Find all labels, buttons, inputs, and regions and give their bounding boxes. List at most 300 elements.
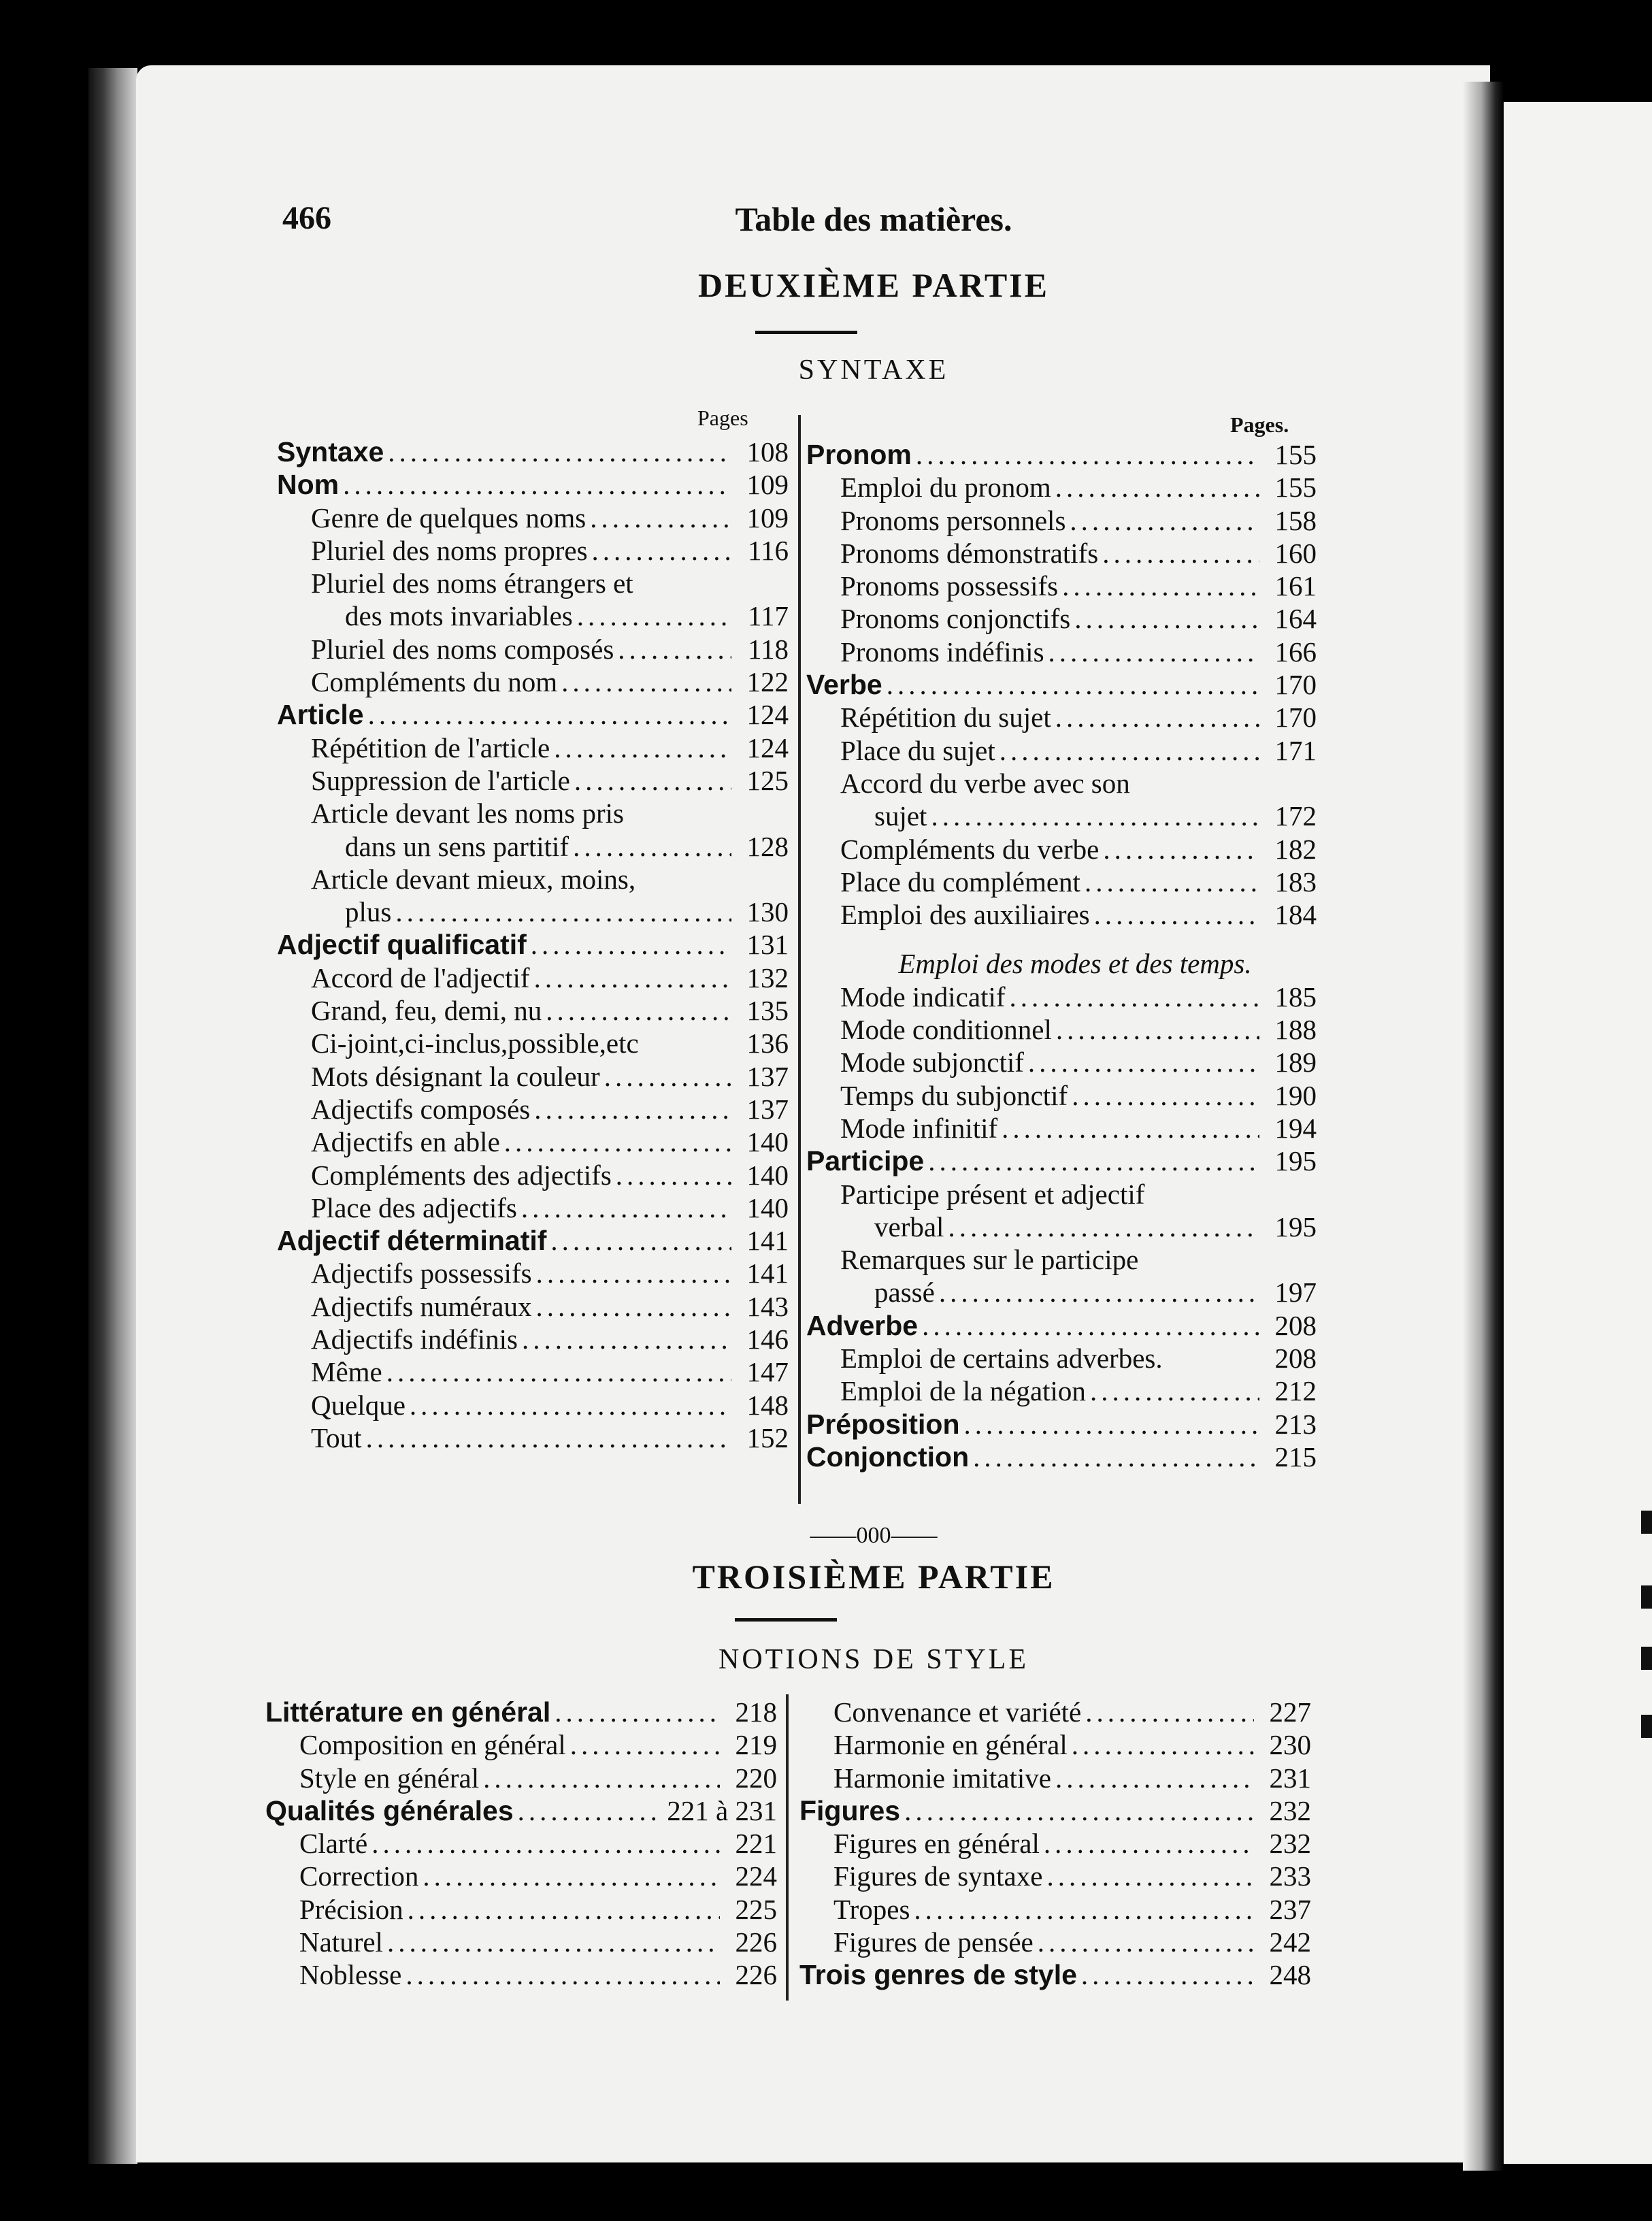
toc-entry xyxy=(806,1112,1317,1145)
toc-entry-page: 189 xyxy=(1274,1047,1317,1079)
leader-dots xyxy=(534,1093,731,1125)
toc-entry-page: 184 xyxy=(1274,899,1317,931)
leader-dots xyxy=(1055,1762,1254,1794)
toc-entry xyxy=(277,534,789,567)
toc-entry xyxy=(277,994,789,1027)
toc-entry xyxy=(806,866,1317,898)
toc-entry-label: Mode indicatif xyxy=(840,981,1006,1013)
toc-entry-label: Pronoms personnels xyxy=(840,504,1066,536)
toc-entry-label: Noblesse xyxy=(299,1959,402,1991)
toc-entry xyxy=(265,1696,777,1728)
toc-entry xyxy=(806,767,1317,800)
toc-entry-label: Mode infinitif xyxy=(840,1112,998,1144)
section-title: SYNTAXE xyxy=(798,355,949,386)
toc-entry-page: 183 xyxy=(1274,866,1317,898)
toc-entry xyxy=(799,1860,1311,1892)
toc-entry xyxy=(806,1079,1317,1112)
leader-dots xyxy=(423,1860,720,1892)
toc-entry-label: Remarques sur le participe xyxy=(840,1244,1139,1276)
toc-entry xyxy=(806,636,1317,668)
leader-dots xyxy=(1085,1696,1254,1728)
pages-header: Pages. xyxy=(1230,412,1289,437)
toc-entry-page: 143 xyxy=(746,1290,789,1322)
toc-entry xyxy=(277,1389,789,1421)
toc-entry-page: 194 xyxy=(1274,1112,1317,1144)
toc-entry xyxy=(265,1926,777,1958)
toc-entry xyxy=(277,698,789,731)
toc-entry-page: 117 xyxy=(748,600,789,632)
toc-entry-label: Syntaxe xyxy=(277,436,384,467)
leader-dots xyxy=(973,1441,1259,1473)
toc-entry-label: Trois genres de style xyxy=(799,1959,1077,1991)
leader-dots xyxy=(1090,1375,1259,1407)
leader-dots xyxy=(1062,570,1259,602)
toc-entry-label: Harmonie en général xyxy=(833,1729,1068,1761)
toc-entry-label: Préposition xyxy=(806,1408,960,1440)
toc-entry-label: Composition en général xyxy=(299,1729,566,1761)
toc-entry-page: 140 xyxy=(746,1159,789,1191)
toc-entry-label: Article devant mieux, moins, xyxy=(311,863,636,895)
toc-entry-label: Pluriel des noms étrangers et xyxy=(311,567,633,599)
toc-entry-page: 166 xyxy=(1274,636,1317,668)
toc-entry xyxy=(265,1728,777,1761)
toc-entry-label: Temps du subjonctif xyxy=(840,1079,1068,1111)
toc-entry-page: 195 xyxy=(1274,1145,1317,1177)
toc-entry-page: 141 xyxy=(746,1225,789,1257)
leader-dots xyxy=(561,665,731,698)
toc-entry xyxy=(277,1191,789,1224)
leader-dots xyxy=(1055,471,1259,504)
leader-dots xyxy=(343,468,731,501)
toc-entry-label: Adjectifs indéfinis xyxy=(311,1323,518,1355)
toc-entry-page: 108 xyxy=(746,436,789,467)
toc-column-left xyxy=(277,435,789,1454)
toc-entry-page: 131 xyxy=(746,929,789,961)
leader-dots xyxy=(371,1827,720,1860)
toc-entry-page: 140 xyxy=(746,1126,789,1158)
toc-entry-page: 125 xyxy=(746,764,789,796)
toc-entry xyxy=(265,1860,777,1892)
toc-entry xyxy=(277,665,789,698)
toc-entry-page: 137 xyxy=(746,1093,789,1125)
toc-entry xyxy=(799,1926,1311,1958)
toc-entry-label: Adjectifs possessifs xyxy=(311,1257,532,1289)
toc-entry-label: Répétition de l'article xyxy=(311,731,550,763)
leader-dots xyxy=(1072,1079,1259,1112)
toc-entry-label: Place du sujet xyxy=(840,734,995,766)
leader-dots xyxy=(939,1276,1259,1309)
toc-entry-label: Clarté xyxy=(299,1828,368,1860)
toc-entry-page: 118 xyxy=(748,633,789,665)
leader-dots xyxy=(1085,866,1259,898)
toc-entry xyxy=(265,1893,777,1926)
column-divider xyxy=(786,1694,789,2001)
leader-dots xyxy=(618,633,731,665)
facing-page xyxy=(1504,102,1652,2164)
leader-dots xyxy=(1046,1860,1254,1892)
part-title: DEUXIÈME PARTIE xyxy=(698,266,1049,304)
toc-entry xyxy=(265,1762,777,1794)
toc-entry-page: 164 xyxy=(1274,603,1317,635)
toc-entry xyxy=(806,833,1317,866)
leader-dots xyxy=(1002,1112,1259,1145)
toc-entry-page: 161 xyxy=(1274,570,1317,602)
toc-entry-label: Adjectifs composés xyxy=(311,1093,531,1125)
toc-entry-label: Ci-joint,ci-inclus,possible,etc xyxy=(311,1027,639,1059)
toc-entry-label: Conjonction xyxy=(806,1441,970,1473)
toc-entry-page: 197 xyxy=(1274,1277,1317,1309)
leader-dots xyxy=(518,1794,663,1827)
leader-dots xyxy=(368,698,731,731)
running-title: Table des matières. xyxy=(735,200,1012,238)
leader-dots xyxy=(386,1355,731,1388)
toc-entry-page: 136 xyxy=(746,1027,789,1059)
toc-entry-label: Grand, feu, demi, nu xyxy=(311,995,542,1027)
leader-dots xyxy=(483,1762,720,1794)
toc-entry-page: 122 xyxy=(746,666,789,698)
leader-dots xyxy=(1094,898,1259,931)
toc-entry xyxy=(799,1728,1311,1761)
toc-entry-page: 147 xyxy=(746,1356,789,1388)
toc-entry-page: 128 xyxy=(746,830,789,862)
toc-entry-page: 141 xyxy=(746,1257,789,1289)
toc-entry xyxy=(277,895,789,928)
toc-entry-label: Genre de quelques noms xyxy=(311,501,587,533)
facing-page-glyph xyxy=(1641,1715,1652,1738)
pages-header: Pages xyxy=(697,406,748,430)
leader-dots xyxy=(536,1257,731,1289)
leader-dots xyxy=(395,895,731,928)
toc-entry-label: Participe xyxy=(806,1145,925,1177)
leader-dots xyxy=(1074,602,1259,635)
toc-entry xyxy=(806,1046,1317,1079)
leader-dots xyxy=(577,599,731,632)
toc-entry-label: Adverbe xyxy=(806,1309,919,1341)
leader-dots xyxy=(574,764,731,797)
toc-entry xyxy=(277,961,789,994)
toc-entry-label: Accord de l'adjectif xyxy=(311,961,530,993)
toc-entry xyxy=(806,1243,1317,1276)
toc-column-right xyxy=(806,438,1317,1473)
toc-entry-page: 185 xyxy=(1274,981,1317,1013)
title-rule xyxy=(735,1618,837,1622)
toc-entry xyxy=(277,797,789,829)
toc-entry xyxy=(277,1224,789,1257)
toc-entry-label: Adjectif qualificatif xyxy=(277,929,527,961)
leader-dots xyxy=(573,830,731,863)
page-number: 466 xyxy=(282,200,331,236)
toc-entry xyxy=(277,1060,789,1093)
toc-entry-label: Emploi de la négation xyxy=(840,1375,1086,1407)
toc-entry-label: Mode subjonctif xyxy=(840,1047,1024,1079)
toc-entry-label: Mode conditionnel xyxy=(840,1014,1052,1046)
toc-entry-page: 208 xyxy=(1274,1343,1317,1375)
toc-entry-label: Mots désignant la couleur xyxy=(311,1060,600,1092)
toc-entry xyxy=(799,1794,1311,1827)
leader-dots xyxy=(1103,833,1259,866)
toc-entry xyxy=(806,1441,1317,1473)
leader-dots xyxy=(535,1290,731,1323)
toc-entry xyxy=(806,1178,1317,1211)
toc-entry xyxy=(277,731,789,764)
toc-entry xyxy=(806,981,1317,1013)
toc-column-left xyxy=(265,1696,777,1992)
toc-entry xyxy=(806,668,1317,701)
toc-entry-page: 172 xyxy=(1274,800,1317,832)
toc-entry-page: 218 xyxy=(735,1696,777,1728)
toc-column-right xyxy=(799,1696,1311,1992)
toc-entry-label: Figures de syntaxe xyxy=(833,1860,1043,1892)
toc-entry-label: verbal xyxy=(874,1211,944,1243)
toc-entry-label: Répétition du sujet xyxy=(840,702,1051,734)
toc-entry xyxy=(806,701,1317,734)
leader-dots xyxy=(570,1728,720,1761)
leader-dots xyxy=(1028,1046,1259,1079)
leader-dots xyxy=(388,435,731,468)
leader-dots xyxy=(408,1893,720,1926)
toc-entry-label: Style en général xyxy=(299,1762,480,1794)
toc-entry-label: Tropes xyxy=(833,1893,910,1925)
toc-entry xyxy=(806,504,1317,537)
toc-entry xyxy=(806,1309,1317,1342)
toc-entry-label: Pronoms possessifs xyxy=(840,570,1059,602)
toc-entry-label: Emploi du pronom xyxy=(840,472,1051,504)
toc-entry xyxy=(277,468,789,501)
leader-dots xyxy=(922,1309,1259,1342)
toc-entry-label: Pluriel des noms propres xyxy=(311,534,588,566)
toc-entry xyxy=(277,1257,789,1289)
toc-entry-page: 190 xyxy=(1274,1079,1317,1111)
toc-entry xyxy=(806,1145,1317,1177)
toc-entry xyxy=(277,1159,789,1191)
leader-dots xyxy=(534,961,731,994)
toc-entry-page: 232 xyxy=(1269,1828,1311,1860)
toc-entry-label: Figures de pensée xyxy=(833,1926,1034,1958)
leader-dots xyxy=(1056,1013,1259,1046)
toc-entry-label: dans un sens partitif xyxy=(345,830,569,862)
toc-entry xyxy=(806,898,1317,931)
toc-entry-page: 226 xyxy=(735,1926,777,1958)
leader-dots xyxy=(387,1926,720,1958)
toc-entry-label: Adjectif déterminatif xyxy=(277,1225,547,1257)
toc-entry-label: Convenance et variété xyxy=(833,1696,1082,1728)
toc-entry-page: 116 xyxy=(748,534,789,566)
leader-dots xyxy=(887,668,1259,701)
toc-entry xyxy=(806,471,1317,504)
toc-entry-page: 221 à 231 xyxy=(667,1794,777,1826)
toc-entry-page: 124 xyxy=(746,731,789,763)
toc-entry-page: 221 xyxy=(735,1828,777,1860)
toc-entry-label: Pluriel des noms composés xyxy=(311,633,614,665)
toc-entry-page: 182 xyxy=(1274,833,1317,865)
toc-entry-page: 208 xyxy=(1274,1309,1317,1341)
toc-entry xyxy=(265,1794,777,1827)
toc-entry xyxy=(799,1696,1311,1728)
toc-entry-label: Quelque xyxy=(311,1389,406,1421)
toc-entry xyxy=(277,599,789,632)
toc-entry xyxy=(277,567,789,599)
toc-entry-label: Participe présent et adjectif xyxy=(840,1178,1145,1210)
toc-entry xyxy=(277,764,789,797)
toc-entry-page: 225 xyxy=(735,1893,777,1925)
leader-dots xyxy=(550,1224,731,1257)
toc-entry xyxy=(277,1093,789,1125)
leader-dots xyxy=(366,1421,731,1454)
leader-dots xyxy=(521,1191,731,1224)
leader-dots xyxy=(1055,701,1259,734)
toc-entry-page: 213 xyxy=(1274,1408,1317,1440)
toc-entry-label: Emploi des modes et des temps. xyxy=(898,948,1252,980)
toc-entry xyxy=(806,602,1317,635)
leader-dots xyxy=(522,1323,731,1355)
toc-entry xyxy=(806,438,1317,471)
toc-entry xyxy=(799,1827,1311,1860)
toc-entry-label: Verbe xyxy=(806,669,882,701)
toc-entry-page: 152 xyxy=(746,1421,789,1453)
toc-entry-label: Article xyxy=(277,699,364,731)
toc-entry-label: Place des adjectifs xyxy=(311,1191,517,1223)
toc-entry xyxy=(277,1323,789,1355)
toc-entry-page: 135 xyxy=(746,995,789,1027)
toc-entry-page: 233 xyxy=(1269,1860,1311,1892)
toc-entry xyxy=(265,1958,777,1991)
leader-dots xyxy=(406,1958,720,1991)
leader-dots xyxy=(1000,734,1259,767)
toc-entry-page: 242 xyxy=(1269,1926,1311,1958)
leader-dots xyxy=(592,534,731,567)
toc-entry xyxy=(277,501,789,534)
leader-dots xyxy=(546,994,731,1027)
toc-entry xyxy=(277,928,789,961)
toc-entry xyxy=(806,1211,1317,1243)
toc-entry-label: Pronoms conjonctifs xyxy=(840,603,1071,635)
leader-dots xyxy=(616,1159,731,1191)
toc-entry-page: 230 xyxy=(1269,1729,1311,1761)
leader-dots xyxy=(554,731,731,764)
section-separator: ——000—— xyxy=(810,1523,938,1548)
toc-entry-page: 188 xyxy=(1274,1014,1317,1046)
toc-entry-label: Pronom xyxy=(806,439,912,470)
toc-entry xyxy=(806,734,1317,767)
toc-entry-page: 155 xyxy=(1274,439,1317,470)
toc-entry-page: 232 xyxy=(1269,1794,1311,1826)
toc-entry xyxy=(277,863,789,895)
toc-entry-page: 109 xyxy=(746,501,789,533)
toc-entry xyxy=(265,1827,777,1860)
leader-dots xyxy=(410,1389,731,1421)
toc-entry-label: Suppression de l'article xyxy=(311,764,570,796)
toc-entry-label: Accord du verbe avec son xyxy=(840,767,1130,799)
leader-dots xyxy=(604,1060,731,1093)
toc-entry xyxy=(277,1027,789,1059)
leader-dots xyxy=(1048,636,1259,668)
toc-entry-page: 171 xyxy=(1274,734,1317,766)
toc-entry-label: Pronoms indéfinis xyxy=(840,636,1044,668)
leader-dots xyxy=(531,928,731,961)
leader-dots xyxy=(1102,537,1259,570)
toc-entry xyxy=(806,1342,1317,1375)
toc-entry-page: 227 xyxy=(1269,1696,1311,1728)
leader-dots xyxy=(928,1145,1259,1177)
leader-dots xyxy=(1010,981,1259,1013)
toc-entry-page: 146 xyxy=(746,1323,789,1355)
toc-entry-label: sujet xyxy=(874,800,927,832)
toc-entry-label: Emploi de certains adverbes. xyxy=(840,1343,1163,1375)
toc-entry-page: 170 xyxy=(1274,702,1317,734)
toc-entry-label: Tout xyxy=(311,1421,362,1453)
toc-entry-label: Littérature en général xyxy=(265,1696,551,1728)
leader-dots xyxy=(1044,1827,1254,1860)
toc-entry-page: 226 xyxy=(735,1959,777,1991)
toc-entry xyxy=(806,537,1317,570)
leader-dots xyxy=(964,1408,1259,1441)
leader-dots xyxy=(1081,1958,1254,1991)
toc-entry-page: 212 xyxy=(1274,1375,1317,1407)
toc-entry-page: 137 xyxy=(746,1060,789,1092)
leader-dots xyxy=(590,501,731,534)
toc-entry-page: 155 xyxy=(1274,472,1317,504)
leader-dots xyxy=(931,800,1259,832)
leader-dots xyxy=(914,1893,1254,1926)
toc-entry-label: Précision xyxy=(299,1893,403,1925)
toc-entry-label: Compléments du nom xyxy=(311,666,558,698)
toc-entry xyxy=(806,947,1317,980)
toc-entry-page: 195 xyxy=(1274,1211,1317,1243)
toc-entry xyxy=(806,570,1317,602)
leader-dots xyxy=(1072,1728,1254,1761)
toc-entry-page: 224 xyxy=(735,1860,777,1892)
leader-dots xyxy=(1070,504,1259,537)
toc-entry-page: 130 xyxy=(746,896,789,928)
toc-entry-label: Adjectifs numéraux xyxy=(311,1290,532,1322)
toc-entry-page: 132 xyxy=(746,961,789,993)
toc-entry xyxy=(277,1290,789,1323)
toc-entry-label: Correction xyxy=(299,1860,419,1892)
toc-entry xyxy=(277,633,789,665)
toc-entry-label: Pronoms démonstratifs xyxy=(840,537,1099,569)
toc-entry-label: Compléments des adjectifs xyxy=(311,1159,612,1191)
toc-entry-label: Nom xyxy=(277,469,340,501)
toc-entry-label: Adjectifs en able xyxy=(311,1126,500,1158)
toc-entry-page: 109 xyxy=(746,469,789,501)
toc-entry xyxy=(806,1375,1317,1407)
toc-entry xyxy=(277,1355,789,1388)
toc-entry xyxy=(277,830,789,863)
toc-entry-page: 148 xyxy=(746,1389,789,1421)
leader-dots xyxy=(1038,1926,1254,1958)
toc-entry xyxy=(806,931,1317,947)
leader-dots xyxy=(904,1794,1254,1827)
part-title: TROISIÈME PARTIE xyxy=(692,1558,1055,1596)
toc-entry xyxy=(806,800,1317,832)
leader-dots xyxy=(555,1696,720,1728)
book-gutter xyxy=(1463,82,1504,2171)
toc-entry-page: 160 xyxy=(1274,537,1317,569)
toc-entry xyxy=(799,1762,1311,1794)
section-title: NOTIONS DE STYLE xyxy=(718,1644,1029,1675)
toc-entry xyxy=(277,1421,789,1454)
toc-entry xyxy=(799,1958,1311,1991)
toc-entry xyxy=(806,1408,1317,1441)
toc-entry-label: Qualités générales xyxy=(265,1794,514,1826)
toc-entry-label: Figures en général xyxy=(833,1828,1040,1860)
toc-entry xyxy=(806,1013,1317,1046)
toc-entry-page: 170 xyxy=(1274,669,1317,701)
title-rule xyxy=(755,331,857,334)
toc-entry xyxy=(799,1893,1311,1926)
toc-entry-label: Emploi des auxiliaires xyxy=(840,899,1090,931)
toc-entry-label: Figures xyxy=(799,1794,901,1826)
